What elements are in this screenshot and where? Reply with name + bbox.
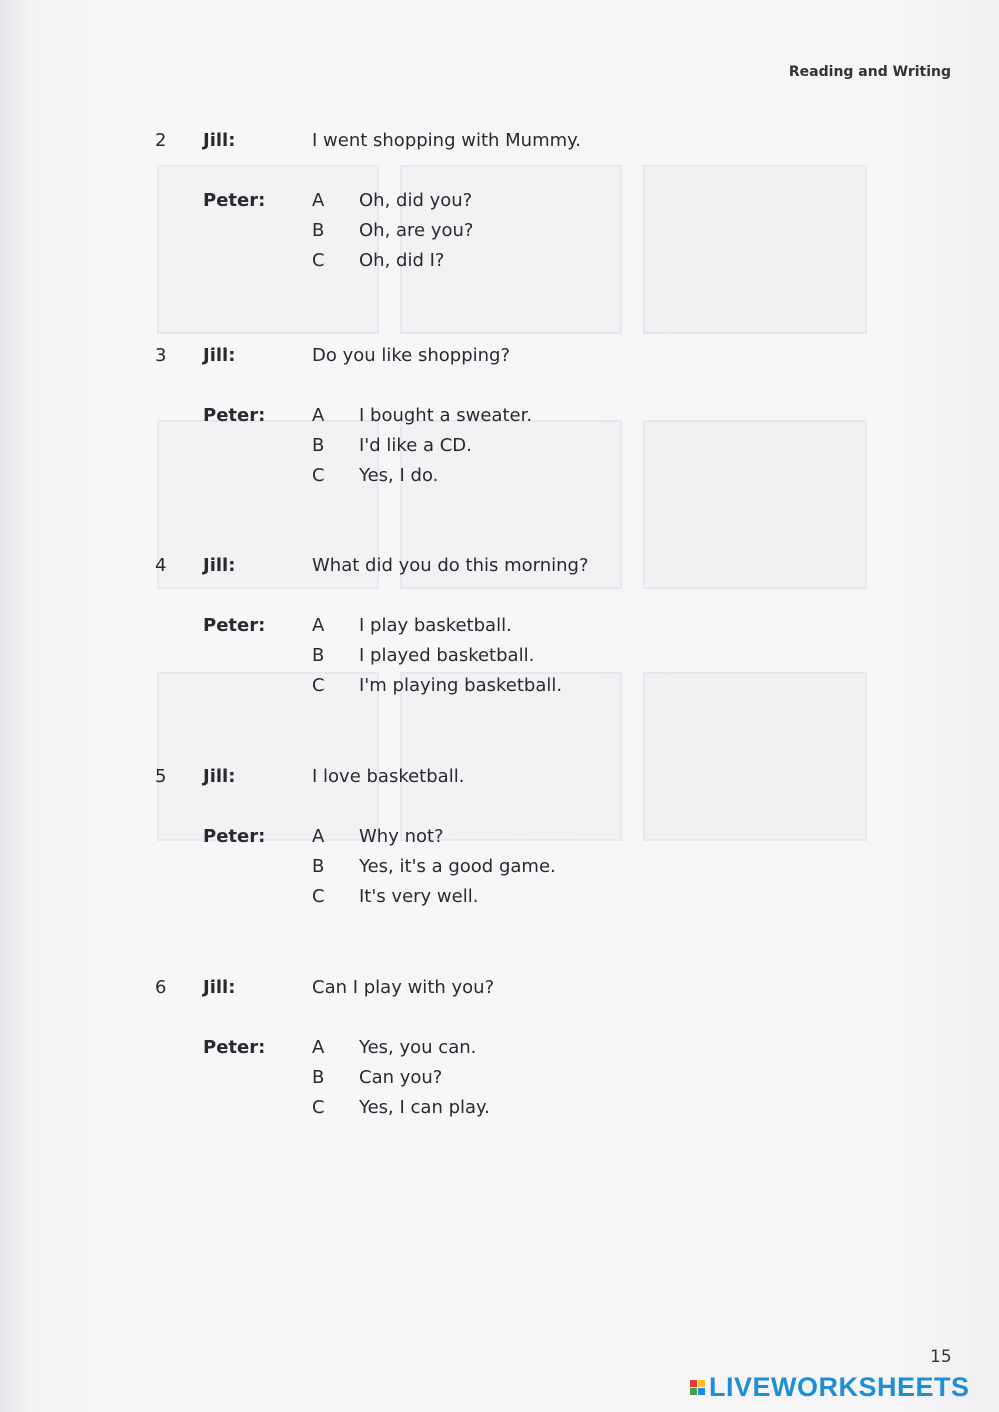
question-number: 3 xyxy=(155,345,167,366)
option-text[interactable]: Yes, I can play. xyxy=(359,1097,490,1118)
speaker-jill: Jill: xyxy=(203,766,236,787)
option-text[interactable]: Can you? xyxy=(359,1067,443,1088)
option-text[interactable]: Yes, it's a good game. xyxy=(359,856,556,877)
question-prompt: I went shopping with Mummy. xyxy=(312,130,581,151)
page-number: 15 xyxy=(930,1347,952,1367)
speaker-jill: Jill: xyxy=(203,345,236,366)
option-letter[interactable]: C xyxy=(312,1097,325,1118)
speaker-peter: Peter: xyxy=(203,1037,266,1058)
option-letter[interactable]: C xyxy=(312,886,325,907)
question-prompt: I love basketball. xyxy=(312,766,465,787)
speaker-peter: Peter: xyxy=(203,615,266,636)
liveworksheets-logo[interactable] xyxy=(690,1372,970,1402)
brand-name: LIVEWORKSHEETS xyxy=(709,1371,970,1402)
option-text[interactable]: I play basketball. xyxy=(359,615,512,636)
question-number: 2 xyxy=(155,130,167,151)
option-text[interactable]: Why not? xyxy=(359,826,444,847)
question-prompt: Can I play with you? xyxy=(312,977,495,998)
question-4 xyxy=(0,555,999,705)
option-text[interactable]: I bought a sweater. xyxy=(359,405,533,426)
option-letter[interactable]: B xyxy=(312,1067,325,1088)
option-text[interactable]: Oh, did you? xyxy=(359,190,473,211)
speaker-jill: Jill: xyxy=(203,977,236,998)
liveworksheets-logo-icon xyxy=(690,1380,705,1395)
question-prompt: What did you do this morning? xyxy=(312,555,589,576)
option-letter[interactable]: C xyxy=(312,675,325,696)
option-letter[interactable]: B xyxy=(312,856,325,877)
option-text[interactable]: Oh, did I? xyxy=(359,250,445,271)
option-letter[interactable]: B xyxy=(312,220,325,241)
option-letter[interactable]: B xyxy=(312,645,325,666)
speaker-peter: Peter: xyxy=(203,826,266,847)
speaker-peter: Peter: xyxy=(203,405,266,426)
option-text[interactable]: Yes, you can. xyxy=(359,1037,477,1058)
option-text[interactable]: It's very well. xyxy=(359,886,479,907)
speaker-jill: Jill: xyxy=(203,555,236,576)
question-6 xyxy=(0,977,999,1127)
option-text[interactable]: Yes, I do. xyxy=(359,465,439,486)
question-prompt: Do you like shopping? xyxy=(312,345,511,366)
question-number: 6 xyxy=(155,977,167,998)
option-letter[interactable]: B xyxy=(312,435,325,456)
option-text[interactable]: I played basketball. xyxy=(359,645,535,666)
option-letter[interactable]: A xyxy=(312,1037,325,1058)
option-letter[interactable]: A xyxy=(312,615,325,636)
option-letter[interactable]: A xyxy=(312,405,325,426)
question-2 xyxy=(0,130,999,280)
option-text[interactable]: I'd like a CD. xyxy=(359,435,472,456)
question-5 xyxy=(0,766,999,916)
question-number: 5 xyxy=(155,766,167,787)
speaker-peter: Peter: xyxy=(203,190,266,211)
question-3 xyxy=(0,345,999,495)
option-text[interactable]: Oh, are you? xyxy=(359,220,474,241)
question-number: 4 xyxy=(155,555,167,576)
option-letter[interactable]: A xyxy=(312,826,325,847)
option-letter[interactable]: C xyxy=(312,465,325,486)
section-header: Reading and Writing xyxy=(788,64,951,80)
option-letter[interactable]: C xyxy=(312,250,325,271)
option-letter[interactable]: A xyxy=(312,190,325,211)
option-text[interactable]: I'm playing basketball. xyxy=(359,675,563,696)
speaker-jill: Jill: xyxy=(203,130,236,151)
